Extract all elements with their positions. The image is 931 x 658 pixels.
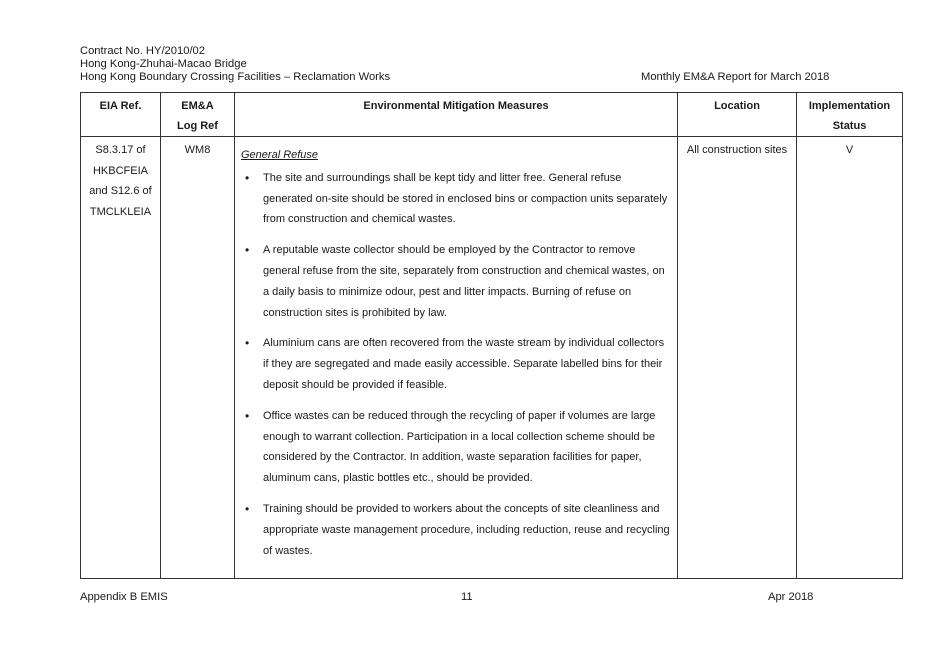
status-cell: V — [797, 137, 903, 579]
list-item: • Training should be provided to workers about the concepts of site cleanliness and appropriate waste management procedure, including reduction, reuse and recycling of wastes. — [263, 499, 671, 561]
project-name: Hong Kong-Zhuhai-Macao Bridge — [80, 58, 247, 70]
measure-list — [241, 168, 671, 575]
col-eia-ref: EIA Ref. — [81, 93, 161, 137]
contract-number: Contract No. HY/2010/02 — [80, 45, 205, 57]
list-item: • The site and surroundings shall be kept tidy and litter free. General refuse generated on-site should be stored in enclosed bins or compaction units separately from construction and chemical wastes. — [263, 168, 671, 230]
report-title: Monthly EM&A Report for March 2018 — [641, 71, 830, 83]
list-item: • Office wastes can be reduced through the recycling of paper if volumes are large enough to warrant collection. Participation in a local collection scheme should be considered by the Contractor. In addition, waste separation facilities for paper, aluminum cans, plastic bottles etc., should be provided. — [263, 406, 671, 489]
list-item: • A reputable waste collector should be employed by the Contractor to remove general refuse from the site, separately from construction and chemical wastes, on a daily basis to minimize odour, pest and litter impacts. Burning of refuse on construction sites is prohibited by law. — [263, 240, 671, 323]
location-cell: All construction sites — [678, 137, 797, 579]
col-log-ref: EM&A Log Ref — [161, 93, 235, 137]
list-item — [263, 571, 671, 575]
log-ref-cell: WM8 — [161, 137, 235, 579]
col-measures: Environmental Mitigation Measures — [235, 93, 678, 137]
list-item: • Aluminium cans are often recovered from the waste stream by individual collectors if they are segregated and made easily accessible. Separate labelled bins for their deposit should be provided if feasible. — [263, 333, 671, 395]
footer-left: Appendix B EMIS — [80, 591, 168, 603]
measure-heading: General Refuse — [241, 149, 319, 161]
footer-date: Apr 2018 — [768, 591, 814, 603]
document-header — [80, 45, 390, 84]
table-row — [81, 137, 903, 579]
col-location: Location — [678, 93, 797, 137]
page-number: 11 — [461, 591, 473, 603]
mitigation-table — [80, 92, 903, 579]
works-title: Hong Kong Boundary Crossing Facilities – Reclamation Works — [80, 71, 391, 83]
measures-cell — [235, 137, 678, 579]
table-header-row — [81, 93, 903, 137]
eia-ref-cell: S8.3.17 of HKBCFEIA and S12.6 of TMCLKLEIA — [81, 137, 161, 579]
col-status: Implementation Status — [797, 93, 903, 137]
